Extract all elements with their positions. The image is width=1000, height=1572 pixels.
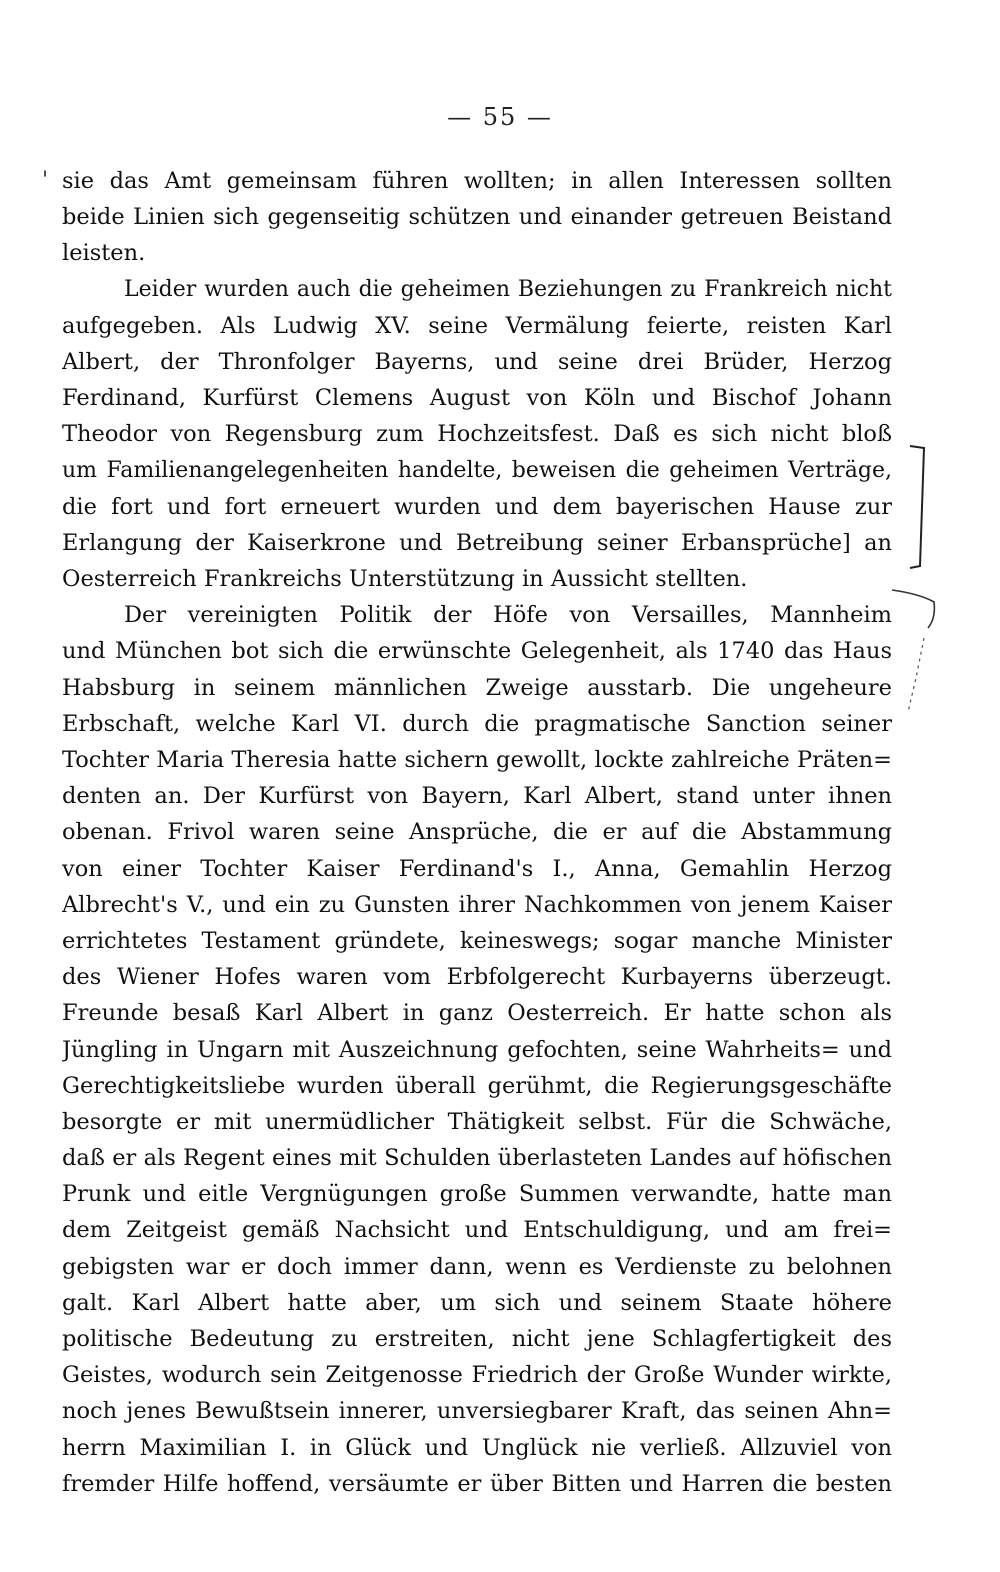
text-line: besorgte er mit unermüdlicher Thätigkeit selbst. Für die Schwäche,: [62, 1108, 892, 1135]
text-line: und München bot sich die erwünschte Gelegenheit, als 1740 das Haus: [62, 638, 892, 665]
text-line: Prunk und eitle Vergnügungen große Summen verwandte, hatte man: [62, 1181, 892, 1208]
text-line: des Wiener Hofes waren vom Erbfolgerecht Kurbayerns überzeugt.: [62, 964, 892, 991]
text-line: politische Bedeutung zu erstreiten, nicht jene Schlagfertigkeit des: [62, 1326, 892, 1352]
text-line: fremder Hilfe hoffend, versäumte er über Bitten und Harren die besten: [62, 1470, 892, 1497]
text-line: Oesterreich Frankreichs Unterstützung in Aussicht stellten.: [62, 566, 748, 593]
text-line: noch jenes Bewußtsein innerer, unversiegbarer Kraft, das seinen Ahn=: [62, 1398, 892, 1425]
text-line: aufgegeben. Als Ludwig XV. seine Vermälung feierte, reisten Karl: [62, 312, 892, 339]
text-line: Jüngling in Ungarn mit Auszeichnung gefochten, seine Wahrheits= und: [62, 1036, 892, 1063]
text-line: Albrecht's V., und ein zu Gunsten ihrer Nachkommen von jenem Kaiser: [62, 891, 892, 918]
text-line: Theodor von Regensburg zum Hochzeitsfest. Daß es sich nicht bloß: [62, 421, 892, 448]
text-line: um Familienangelegenheiten handelte, beweisen die geheimen Verträge,: [62, 457, 892, 483]
text-line: von einer Tochter Kaiser Ferdinand's I., Anna, Gemahlin Herzog: [62, 855, 892, 882]
text-line: obenan. Frivol waren seine Ansprüche, die er auf die Abstammung: [62, 819, 892, 846]
text-line: beide Linien sich gegenseitig schützen und einander getreuen Beistand: [62, 204, 892, 231]
margin-paren-annotation: [890, 588, 940, 728]
page-number: — 55 —: [447, 103, 553, 131]
text-line: Ferdinand, Kurfürst Clemens August von Köln und Bischof Johann: [62, 385, 892, 412]
text-line: denten an. Der Kurfürst von Bayern, Karl Albert, stand unter ihnen: [62, 783, 892, 810]
text-line: Erbschaft, welche Karl VI. durch die pragmatische Sanction seiner: [62, 710, 892, 737]
text-line: Gerechtigkeitsliebe wurden überall gerühmt, die Regierungsgeschäfte: [62, 1072, 892, 1099]
text-line: errichtetes Testament gründete, keineswegs; sogar manche Minister: [62, 927, 892, 954]
text-line: Erlangung der Kaiserkrone und Betreibung seiner Erbansprüche] an: [62, 529, 892, 556]
text-line: Leider wurden auch die geheimen Beziehungen zu Frankreich nicht: [124, 276, 892, 302]
margin-bracket-annotation: [908, 442, 928, 572]
margin-tick-mark: ': [42, 168, 49, 193]
text-line: daß er als Regent eines mit Schulden überlasteten Landes auf höfischen: [62, 1145, 892, 1172]
text-line: Habsburg in seinem männlichen Zweige ausstarb. Die ungeheure: [62, 674, 892, 701]
text-line: dem Zeitgeist gemäß Nachsicht und Entschuldigung, und am frei=: [62, 1217, 892, 1244]
text-line: galt. Karl Albert hatte aber, um sich und seinem Staate höhere: [62, 1289, 892, 1316]
body-text: [62, 163, 892, 1502]
text-line: sie das Amt gemeinsam führen wollten; in allen Interessen sollten: [62, 168, 892, 194]
text-line: die fort und fort erneuert wurden und dem bayerischen Hause zur: [62, 493, 892, 520]
text-line: herrn Maximilian I. in Glück und Unglück nie verließ. Allzuviel von: [62, 1434, 892, 1461]
text-line: Tochter Maria Theresia hatte sichern gewollt, lockte zahlreiche Präten=: [62, 747, 892, 773]
text-line: Der vereinigten Politik der Höfe von Versailles, Mannheim: [124, 602, 892, 629]
text-line: gebigsten war er doch immer dann, wenn es Verdienste zu belohnen: [62, 1253, 892, 1280]
text-line: Freunde besaß Karl Albert in ganz Oesterreich. Er hatte schon als: [62, 1000, 892, 1027]
text-line: leisten.: [62, 240, 146, 267]
text-line: Albert, der Thronfolger Bayerns, und seine drei Brüder, Herzog: [62, 348, 892, 375]
text-line: Geistes, wodurch sein Zeitgenosse Friedrich der Große Wunder wirkte,: [62, 1362, 892, 1389]
